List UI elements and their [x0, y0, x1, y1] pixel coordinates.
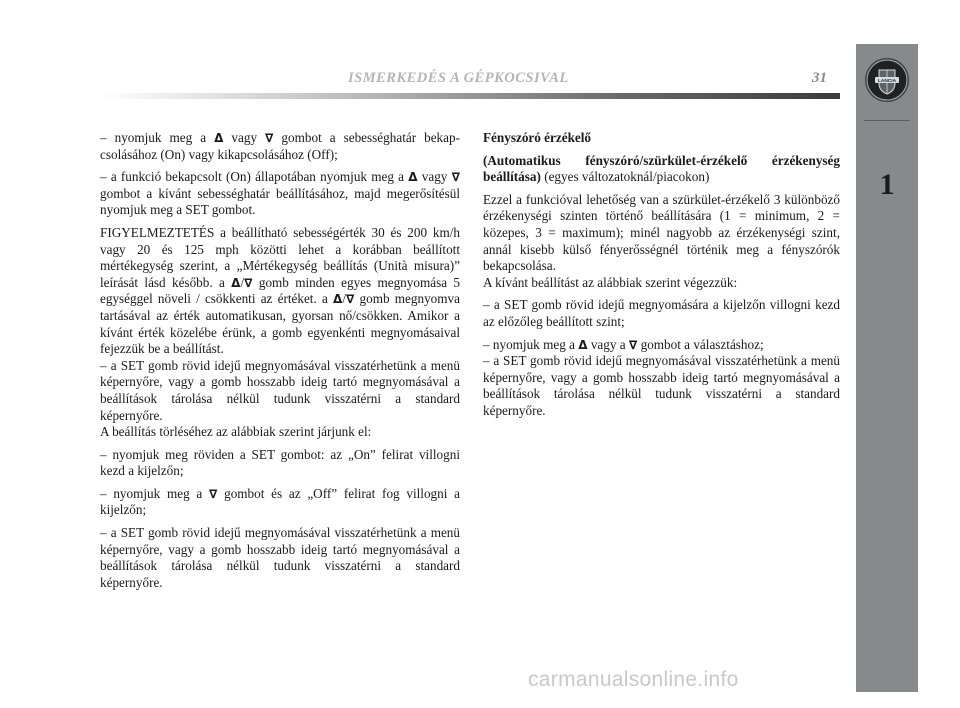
left-column — [100, 130, 460, 597]
down-arrow-icon: ∇ — [244, 275, 253, 290]
paragraph: Ezzel a funkcióval lehetőség van a szürkület-érzékelő 3 különböző érzékenységi szinten történő beállítására (1 = minimum, 2 = közepes, 3 = maximum); minél nagyobb az érzékenységi szint, annál kisebb külső fényerősségnél történik meg a fényszórók bekapcsolása. — [483, 191, 840, 274]
chapter-sidebar — [856, 44, 918, 692]
up-arrow-icon: Δ — [408, 170, 418, 185]
paragraph: – a SET gomb rövid idejű megnyomására a kijelzőn villogni kezd az előzőleg beállított szint; — [483, 297, 840, 329]
paragraph: – nyomjuk meg a ∇ gombot és az „Off” felirat fog villogni a kijelzőn; — [100, 485, 460, 518]
sidebar-divider — [864, 120, 910, 121]
down-arrow-icon: ∇ — [209, 486, 218, 501]
up-arrow-icon: Δ — [231, 275, 241, 290]
down-arrow-icon: ∇ — [345, 292, 355, 307]
down-arrow-icon: ∇ — [265, 131, 274, 145]
up-arrow-icon: Δ — [214, 131, 224, 145]
paragraph: – nyomjuk meg röviden a SET gombot: az „On” felirat villogni kezd a kijelzőn; — [100, 446, 460, 479]
running-title: ISMERKEDÉS A GÉPKOCSIVAL — [348, 70, 569, 86]
down-arrow-icon: ∇ — [628, 337, 638, 352]
header-rule — [100, 93, 840, 99]
down-arrow-icon: ∇ — [451, 170, 460, 185]
paragraph: A kívánt beállítást az alábbiak szerint végezzük: — [483, 274, 738, 290]
section-title: Fényszóró érzékelő — [483, 130, 592, 145]
section-subtitle: (Automatikus fényszóró/szürkület-érzékelő érzékenység beállítása) (egyes változatoknál/piacokon) — [483, 152, 840, 185]
paragraph: – a SET gomb rövid idejű megnyomásával visszatérhetünk a menü képernyőre, vagy a gomb hosszabb ideig tartó megnyomásával a beállítások tárolása nélkül tudunk visszatérni a standard képernyőre. — [100, 357, 460, 423]
paragraph: A beállítás törléséhez az alábbiak szerint járjunk el: — [100, 424, 372, 440]
paragraph: – a SET gomb rövid idejű megnyomásával visszatérhetünk a menü képernyőre, vagy a gomb hosszabb ideig tartó megnyomásával a beállítások tárolása nélkül tudunk visszatérni a standard képernyőre. — [100, 525, 460, 590]
paragraph: – a SET gomb rövid idejű megnyomásával visszatérhetünk a menü képernyőre, vagy a gomb hosszabb ideig tartó megnyomásával a beállítások tárolása nélkül tudunk visszatérni a standard képernyőre. — [483, 353, 840, 418]
paragraph: FIGYELMEZTETÉS a beállítható sebességérték 30 és 200 km/h vagy 20 és 125 mph közötti lehet a korábban beállított mértékegység szerint, a „Mértékegység beállítás (Unità misura)” leírását lásd később. a Δ/∇ gomb minden egyes megnyomása 5 egységgel növeli / csökkenti az értéket. a Δ/∇ gomb megnyomva tartásával az érték automatikusan, gyorsan nő/csökken. Amikor a kívánt érték közelébe érünk, a gomb egyenkénti megnyomásaival fejezzük be a beállítást. — [100, 224, 460, 357]
watermark: carmanualsonline.info — [528, 668, 739, 691]
paragraph: – a funkció bekapcsolt (On) állapotában nyomjuk meg a Δ vagy ∇ gombot a kívánt sebességhatár beállításához, majd megerősítésül nyomjuk meg a SET gombot. — [100, 169, 460, 218]
logo-text: LANCIA — [877, 78, 897, 84]
page-number: 31 — [812, 70, 827, 86]
right-column — [483, 130, 840, 426]
lancia-shield-icon — [863, 56, 911, 104]
paragraph: – nyomjuk meg a Δ vagy a ∇ gombot a választáshoz; — [483, 336, 764, 352]
up-arrow-icon: Δ — [333, 292, 343, 307]
paragraph: – nyomjuk meg a Δ vagy ∇ gombot a sebességhatár bekapcsolásához (On) vagy kikapcsolásához (Off); — [100, 130, 461, 162]
up-arrow-icon: Δ — [578, 337, 588, 352]
chapter-number: 1 — [879, 168, 895, 201]
